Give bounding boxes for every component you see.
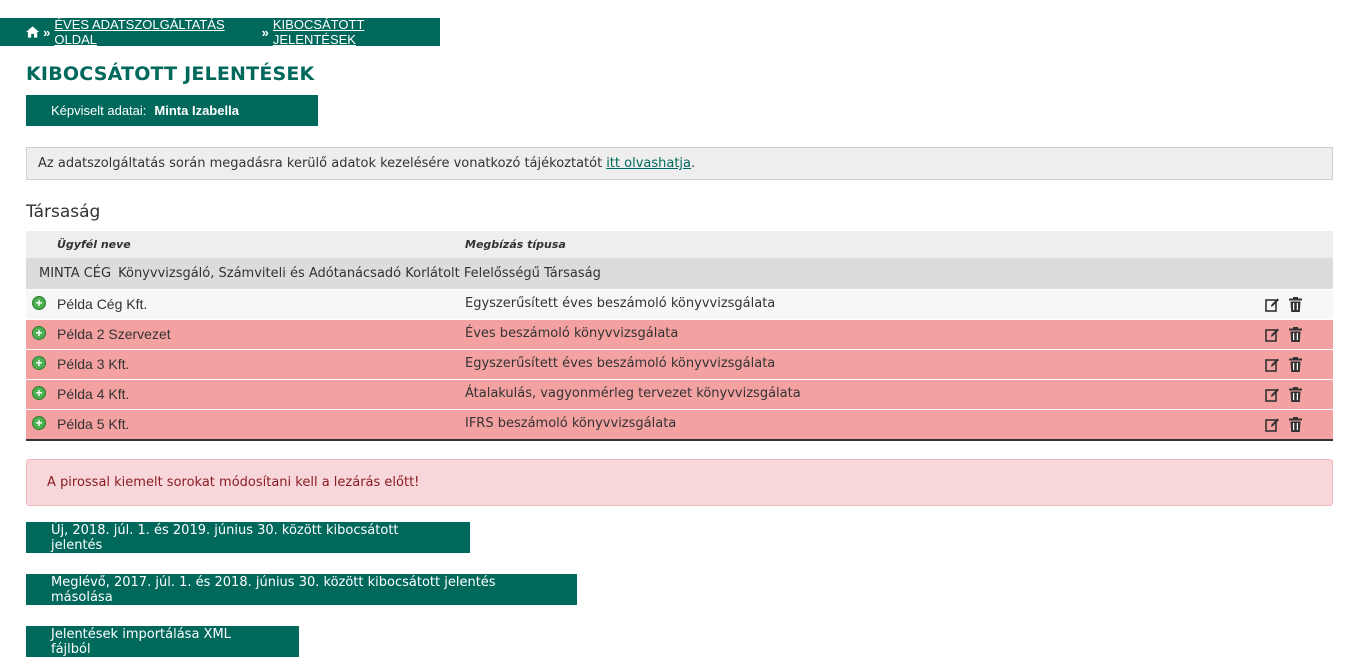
table-row bbox=[26, 379, 1333, 409]
warning-alert: A pirossal kiemelt sorokat módosítani kell a lezárás előtt! bbox=[26, 459, 1333, 506]
breadcrumb-separator: » bbox=[43, 24, 51, 40]
client-name: Példa 4 Kft. bbox=[57, 386, 130, 402]
trash-icon[interactable] bbox=[1289, 387, 1302, 402]
trash-icon[interactable] bbox=[1289, 357, 1302, 372]
breadcrumb-separator: » bbox=[261, 24, 269, 40]
import-xml-button[interactable]: Jelentések importálása XML fájlból bbox=[26, 626, 299, 657]
info-end: . bbox=[691, 156, 696, 171]
table-row bbox=[26, 319, 1333, 349]
engagement-type: IFRS beszámoló könyvvizsgálata bbox=[465, 416, 677, 431]
table-header bbox=[26, 231, 1333, 258]
new-report-button[interactable]: Új, 2018. júl. 1. és 2019. június 30. között kibocsátott jelentés bbox=[26, 522, 470, 553]
header-client-name: Ügyfél neve bbox=[57, 238, 131, 251]
page-title: KIBOCSÁTOTT JELENTÉSEK bbox=[26, 63, 315, 85]
edit-icon[interactable] bbox=[1265, 387, 1280, 402]
engagement-type: Éves beszámoló könyvvizsgálata bbox=[465, 326, 679, 341]
breadcrumb bbox=[0, 18, 440, 46]
reports-table bbox=[26, 231, 1333, 441]
represented-person-bar bbox=[26, 95, 318, 126]
trash-icon[interactable] bbox=[1289, 327, 1302, 342]
company-group-row bbox=[26, 258, 1333, 289]
client-name: Példa Cég Kft. bbox=[57, 296, 148, 312]
engagement-type: Egyszerűsített éves beszámoló könyvvizsgálata bbox=[465, 296, 776, 311]
info-text: Az adatszolgáltatás során megadásra kerülő adatok kezelésére vonatkozó tájékoztatót bbox=[38, 156, 603, 171]
client-name: Példa 5 Kft. bbox=[57, 416, 130, 432]
represented-name: Minta Izabella bbox=[154, 103, 239, 118]
copy-report-button[interactable]: Meglévő, 2017. júl. 1. és 2018. június 30. között kibocsátott jelentés másolása bbox=[26, 574, 577, 605]
group-code: MINTA CÉG bbox=[39, 266, 112, 281]
trash-icon[interactable] bbox=[1289, 297, 1302, 312]
breadcrumb-link-annual[interactable]: ÉVES ADATSZOLGÁLTATÁS OLDAL bbox=[54, 17, 225, 47]
represented-label: Képviselt adatai: bbox=[51, 103, 147, 118]
plus-circle-icon[interactable]: + bbox=[32, 326, 46, 340]
client-name: Példa 3 Kft. bbox=[57, 356, 130, 372]
group-name: Könyvvizsgáló, Számviteli és Adótanácsadó Korlátolt Felelősségű Társaság bbox=[118, 266, 601, 281]
engagement-type: Átalakulás, vagyonmérleg tervezet könyvvizsgálata bbox=[465, 386, 801, 401]
plus-circle-icon[interactable]: + bbox=[32, 296, 46, 310]
edit-icon[interactable] bbox=[1265, 297, 1280, 312]
edit-icon[interactable] bbox=[1265, 327, 1280, 342]
privacy-info-box bbox=[26, 147, 1333, 180]
edit-icon[interactable] bbox=[1265, 417, 1280, 432]
plus-circle-icon[interactable]: + bbox=[32, 386, 46, 400]
home-icon[interactable] bbox=[26, 26, 39, 38]
header-engagement-type: Megbízás típusa bbox=[465, 238, 566, 251]
table-row bbox=[26, 289, 1333, 319]
table-row bbox=[26, 409, 1333, 439]
plus-circle-icon[interactable]: + bbox=[32, 356, 46, 370]
client-name: Példa 2 Szervezet bbox=[57, 326, 171, 342]
section-title: Társaság bbox=[26, 202, 101, 222]
table-row bbox=[26, 349, 1333, 379]
breadcrumb-link-reports[interactable]: KIBOCSÁTOTT JELENTÉSEK bbox=[272, 17, 365, 47]
plus-circle-icon[interactable]: + bbox=[32, 416, 46, 430]
info-link[interactable]: itt olvashatja bbox=[606, 156, 692, 171]
trash-icon[interactable] bbox=[1289, 417, 1302, 432]
engagement-type: Egyszerűsített éves beszámoló könyvvizsgálata bbox=[465, 356, 776, 371]
edit-icon[interactable] bbox=[1265, 357, 1280, 372]
